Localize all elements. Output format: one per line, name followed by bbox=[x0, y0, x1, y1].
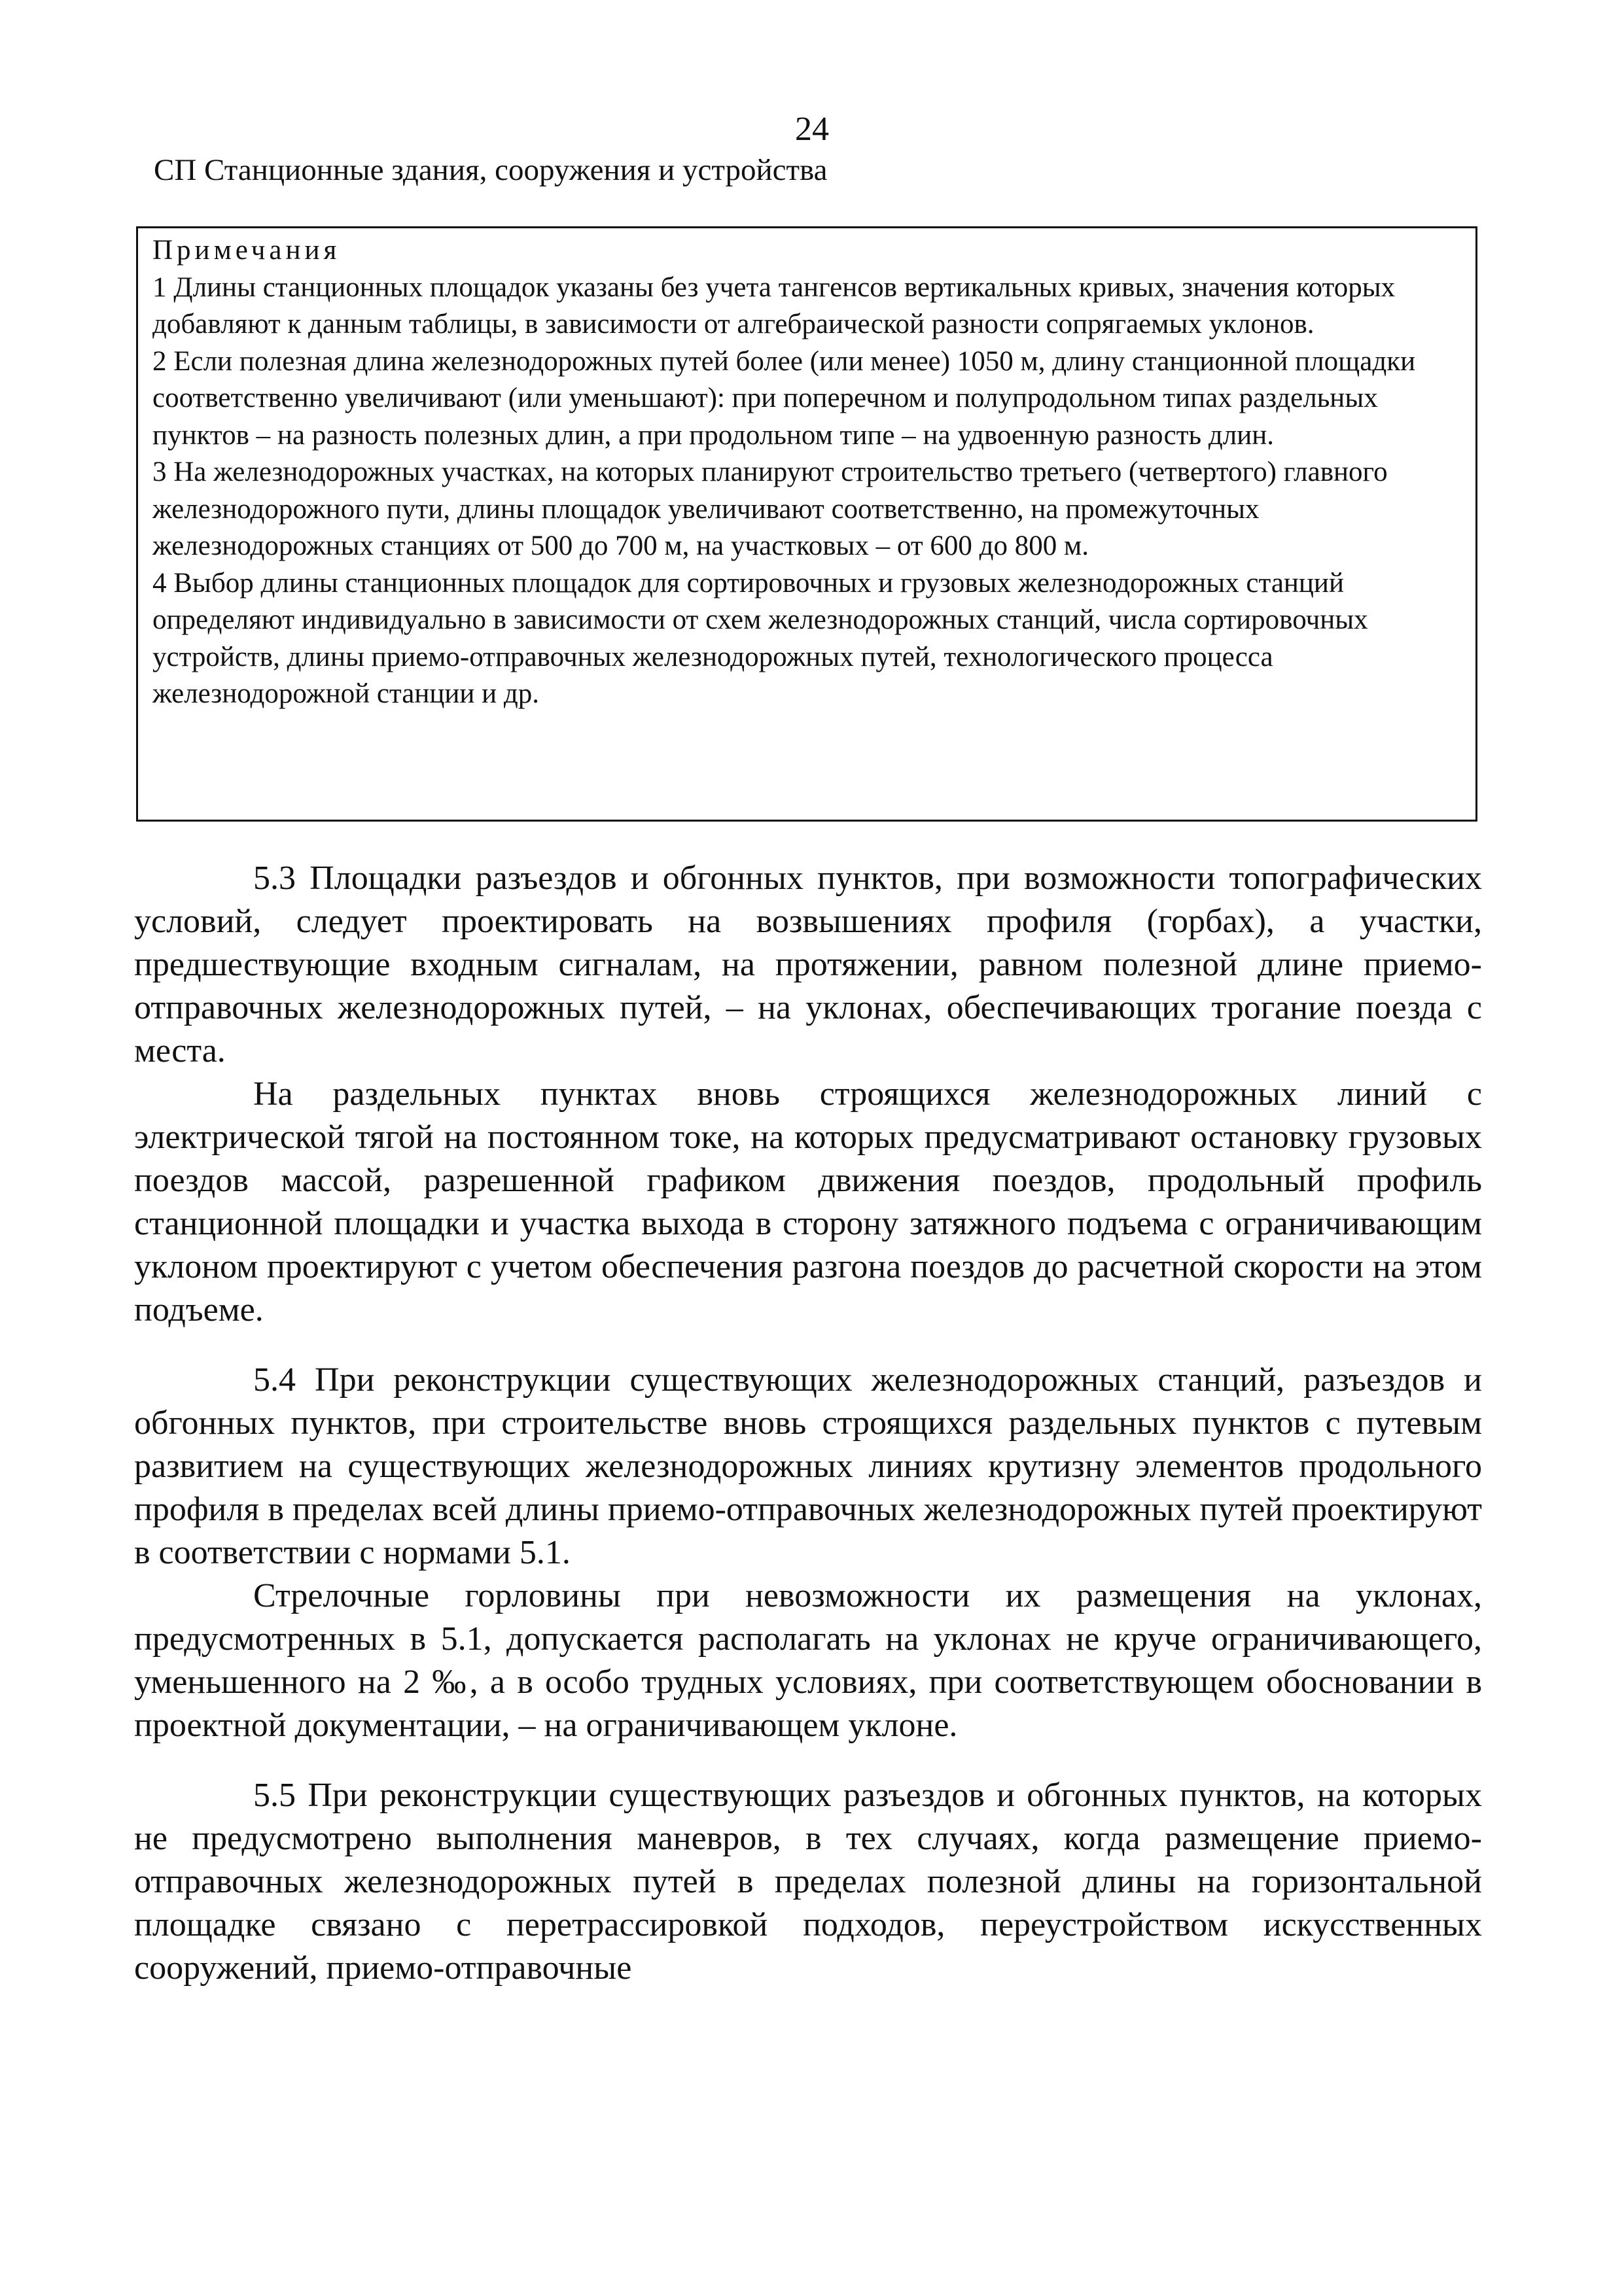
document-header: СП Станционные здания, сооружения и устройства bbox=[154, 153, 828, 187]
paragraph-5-4-continued: Стрелочные горловины при невозможности их размещения на уклонах, предусмотренных в 5.1, допускается располагать на уклонах не круче ограничивающего, уменьшенного на 2 ‰, а в особо трудных условиях, при соответствующем обосновании в проектной документации, – на ограничивающем уклоне. bbox=[134, 1577, 1482, 1744]
page-number: 24 bbox=[795, 111, 829, 148]
paragraph-5-3-continued: На раздельных пунктах вновь строящихся железнодорожных линий с электрической тягой на постоянном токе, на которых предусматривают остановку грузовых поездов массой, разрешенной графиком движения поездов, продольный профиль станционной площадки и участка выхода в сторону затяжного подъема с ограничивающим уклоном проектируют с учетом обеспечения разгона поездов до расчетной скорости на этом подъеме. bbox=[134, 1075, 1482, 1329]
notes-title: Примечания bbox=[152, 235, 341, 266]
note-item: 4 Выбор длины станционных площадок для сортировочных и грузовых железнодорожных станций определяют индивидуально в зависимости от схем железнодорожных станций, числа сортировочных устройств, длины приемо-отправочных железнодорожных путей, технологического процесса железнодорожной станции и др. bbox=[152, 567, 1368, 709]
paragraph-5-3: 5.3 Площадки разъездов и обгонных пунктов, при возможности топографических условий, следует проектировать на возвышениях профиля (горбах), а участки, предшествующие входным сигналам, на протяжении, равном полезной длине приемо-отправочных железнодорожных путей, – на уклонах, обеспечивающих трогание поезда с места. bbox=[134, 860, 1482, 1070]
notes-box bbox=[136, 226, 1477, 822]
note-item: 1 Длины станционных площадок указаны без учета тангенсов вертикальных кривых, значения которых добавляют к данным таблицы, в зависимости от алгебраической разности сопрягаемых уклонов. bbox=[152, 271, 1396, 339]
note-item: 2 Если полезная длина железнодорожных путей более (или менее) 1050 м, длину станционной площадки соответственно увеличивают (или уменьшают): при поперечном и полупродольном типах раздельных пунктов – на разность полезных длин, а при продольном типе – на удвоенную разность длин. bbox=[152, 345, 1416, 451]
note-item: 3 На железнодорожных участках, на которых планируют строительство третьего (четвертого) главного железнодорожного пути, длины площадок увеличивают соответственно, на промежуточных железнодорожных станциях от 500 до 700 м, на участковых – от 600 до 800 м. bbox=[152, 457, 1388, 561]
main-text bbox=[134, 857, 1482, 1990]
paragraph-5-4: 5.4 При реконструкции существующих железнодорожных станций, разъездов и обгонных пунктов, при строительстве вновь строящихся раздельных пунктов с путевым развитием на существующих железнодорожных линиях крутизну элементов продольного профиля в пределах всей длины приемо-отправочных железнодорожных путей проектируют в соответствии с нормами 5.1. bbox=[134, 1361, 1482, 1571]
paragraph-5-5: 5.5 При реконструкции существующих разъездов и обгонных пунктов, на которых не предусмотрено выполнения маневров, в тех случаях, когда размещение приемо-отправочных железнодорожных путей в пределах полезной длины на горизонтальной площадке связано с перетрассировкой подходов, переустройством искусственных сооружений, приемо-отправочные bbox=[134, 1777, 1482, 1987]
